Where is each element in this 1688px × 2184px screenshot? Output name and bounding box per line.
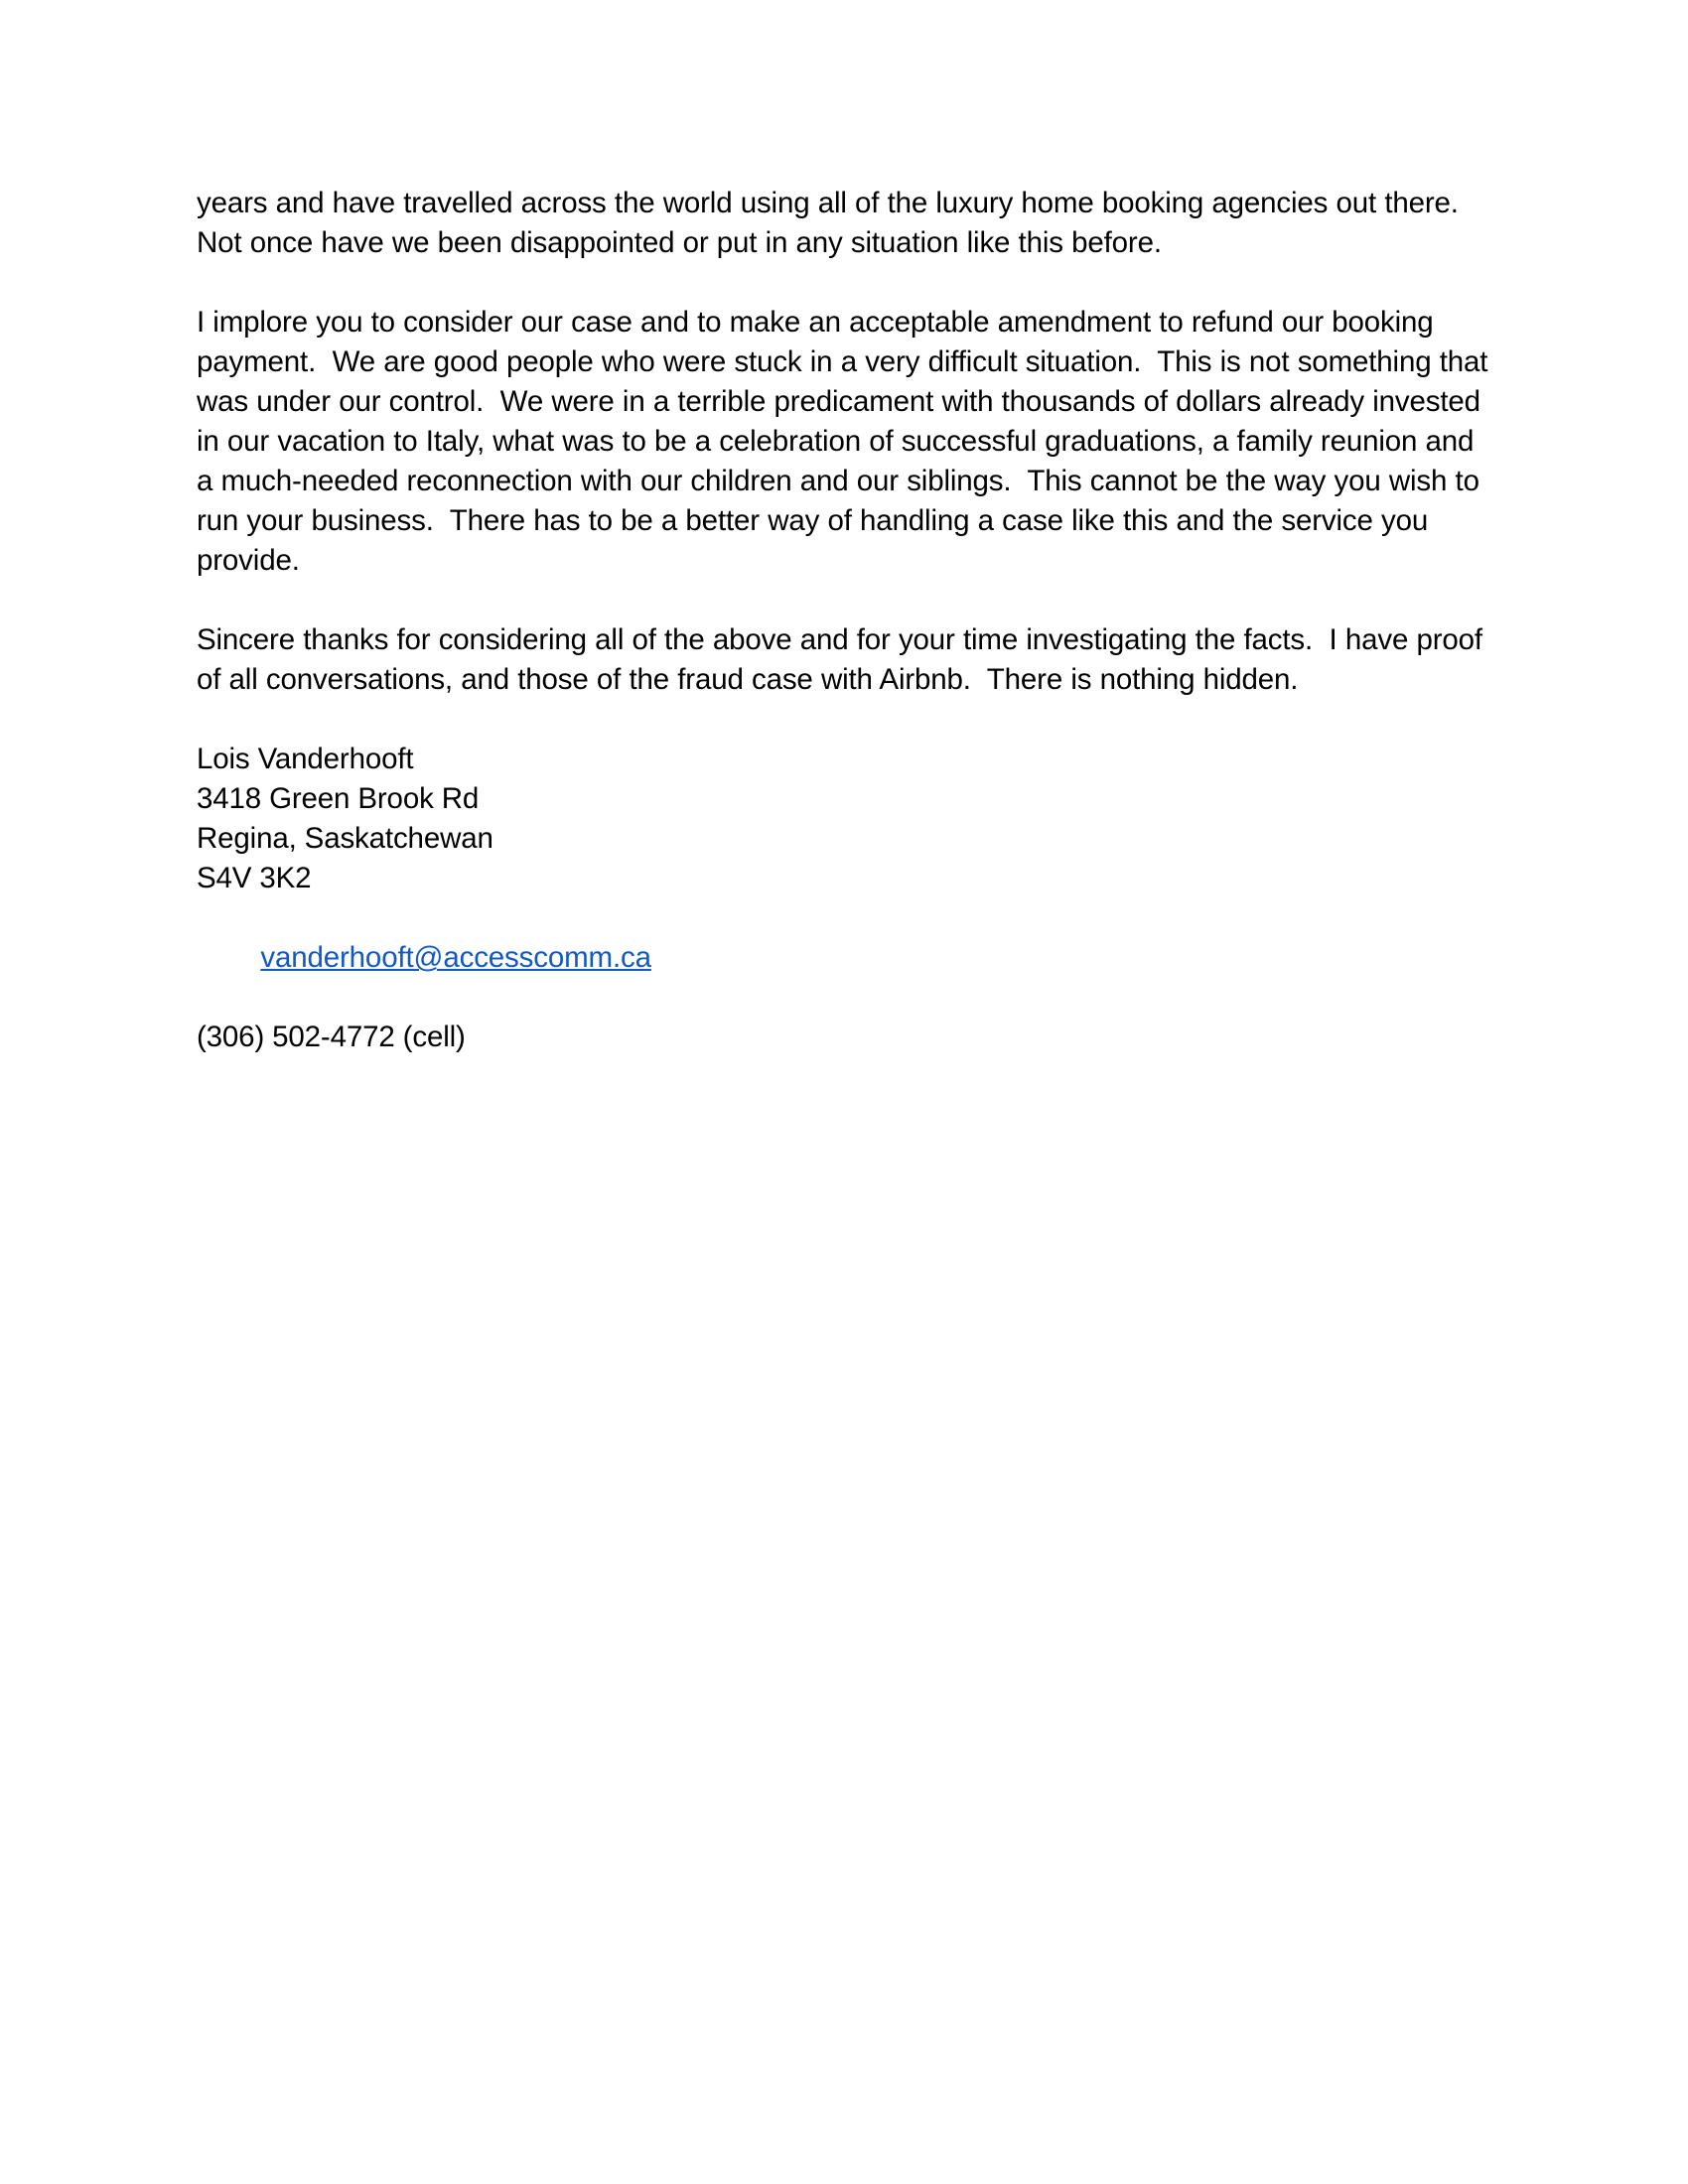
paragraph-closing-thanks: Sincere thanks for considering all of the above and for your time investigating the facts. I have proof of all conversations, and those of the fraud case with Airbnb. There is nothing hidden. [197,623,1491,696]
signature-postal-code: S4V 3K2 [197,862,312,894]
paragraph-continued-intro: years and have travelled across the world using all of the luxury home booking agencies out there. Not once have we been disappointed or put in any situation like this before. [197,187,1476,259]
signature-email-link[interactable]: vanderhooft@accesscomm.ca [260,941,651,974]
signature-phone-number: (306) 502-4772 (cell) [197,1021,466,1053]
letter-body [197,184,1497,1057]
signature-city-province: Regina, Saskatchewan [197,822,493,855]
signature-block [197,740,1497,1057]
signature-name: Lois Vanderhooft [197,743,414,775]
signature-street-address: 3418 Green Brook Rd [197,782,480,815]
paragraph-refund-request: I implore you to consider our case and to make an acceptable amendment to refund our booking payment. We are good people who were stuck in a very difficult situation. This is not something that was under our control. We were in a terrible predicament with thousands of dollars already invested in our vacation to Italy, what was to be a celebration of successful graduations, a family reunion and a much-needed reconnection with our children and our siblings. This cannot be the way you wish to run your business. There has to be a better way of handling a case like this and the service you provide. [197,306,1496,577]
